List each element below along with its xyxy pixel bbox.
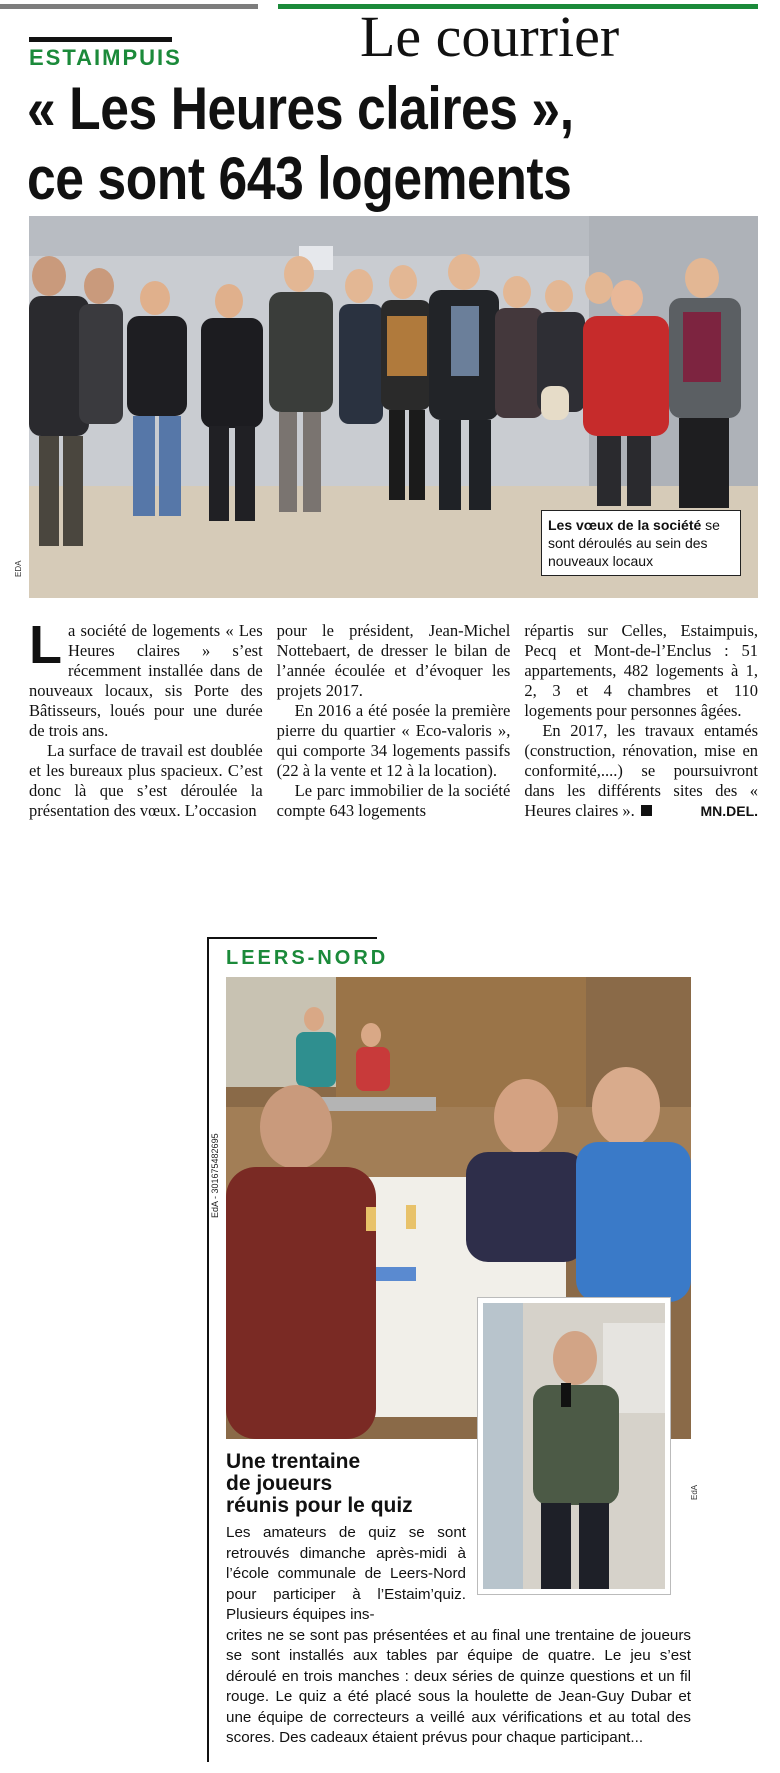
- article2-body: [226, 1523, 691, 1749]
- article2-body-narrow: Les amateurs de quiz se sont retrouvés dimanche après-midi à l’école communale de Leers-Nord pour participer à l’Estaim’quiz. Plusieurs équipes ins-: [226, 1524, 466, 1623]
- headline-article1: [27, 74, 663, 214]
- headline-line-2: ce sont 643 logements: [27, 145, 572, 212]
- article1-paragraph-1: [29, 615, 263, 741]
- headline-line-1: « Les Heures claires »,: [27, 75, 574, 142]
- article1-paragraph-2-cont: pour le président, Jean-Michel Nottebaert, de dresser le bilan de l’année écoulée et d’évoquer les projets 2017.: [276, 621, 511, 700]
- author-signature: MN.DEL.: [700, 803, 759, 819]
- rubric-leers-nord: LEERS-NORD: [226, 947, 389, 969]
- article1-column-3: [524, 621, 758, 821]
- article1-column-2: [277, 621, 511, 821]
- article1-paragraph-2: La surface de travail est doublée et les bureaux plus spacieux. C’est donc là que s’est déroulée la présentation des vœux. L’occasion: [29, 741, 263, 820]
- end-mark: [641, 805, 652, 816]
- article1-paragraph-1-text: a société de logements « Les Heures claires » s’est récemment installée dans de nouveaux locaux, sis Porte des Bâtisseurs, loués pour une durée de trois ans.: [29, 621, 263, 740]
- box2-horizontal-rule: [207, 937, 377, 939]
- article1-paragraph-3: En 2016 a été posée la première pierre du quartier « Eco-valoris », qui comporte 34 logements passifs (22 à la vente et 12 à la location).: [276, 701, 511, 780]
- article1-column-1: [29, 615, 263, 821]
- rubric-rule: [29, 37, 172, 42]
- photo-credit-2: EdA - 301675482695: [210, 1133, 220, 1218]
- article1-paragraph-5-text: En 2017, les travaux entamés (construction, rénovation, mise en conformité,....) se poursuivront dans les différents sites des « Heures claires ».: [524, 721, 759, 820]
- drop-cap: L: [29, 615, 62, 675]
- photo-credit-3: EdA: [690, 1484, 699, 1500]
- box2-vertical-rule: [207, 937, 209, 1762]
- photo-credit-1: EDA: [14, 560, 23, 577]
- top-rule-grey: [0, 4, 258, 9]
- article1-paragraph-4-cont: répartis sur Celles, Estaimpuis, Pecq et Mont-de-l’Enclus : 51 appartements, 482 logements à 1, 2, 3 et 4 chambres et 110 logements pour personnes âgées.: [524, 621, 759, 720]
- headline2-line-1: Une trentaine: [226, 1450, 361, 1473]
- article1-paragraph-5: [524, 721, 758, 821]
- headline-article2: [226, 1451, 466, 1517]
- article1-paragraph-4: Le parc immobilier de la société compte 643 logements: [276, 781, 511, 820]
- headline2-line-2: de joueurs: [226, 1472, 333, 1495]
- article2-body-wide: crites ne se sont pas présentées et au final une trentaine de joueurs se sont installés aux tables par équipe de quatre. Le jeu s’est déroulé en trois manches : deux séries de quinze questions et un fil rouge. Le quiz a été placé sous la houlette de Jean-Guy Dubar et une équipe de correcteurs a veillé aux vérifications et au total des scores. Des cadeaux étaient prévus pour chaque participant...: [226, 1626, 691, 1746]
- rubric-estaimpuis: ESTAIMPUIS: [29, 45, 182, 70]
- headline2-line-3: réunis pour le quiz: [226, 1494, 413, 1517]
- photo-caption-text: se sont déroulés au sein des nouveaux locaux: [548, 517, 720, 569]
- photo-caption-bold: Les vœux de la société: [548, 517, 702, 533]
- photo-caption: [541, 510, 741, 576]
- article1-body: [29, 615, 759, 821]
- newspaper-title: Le courrier: [360, 4, 620, 69]
